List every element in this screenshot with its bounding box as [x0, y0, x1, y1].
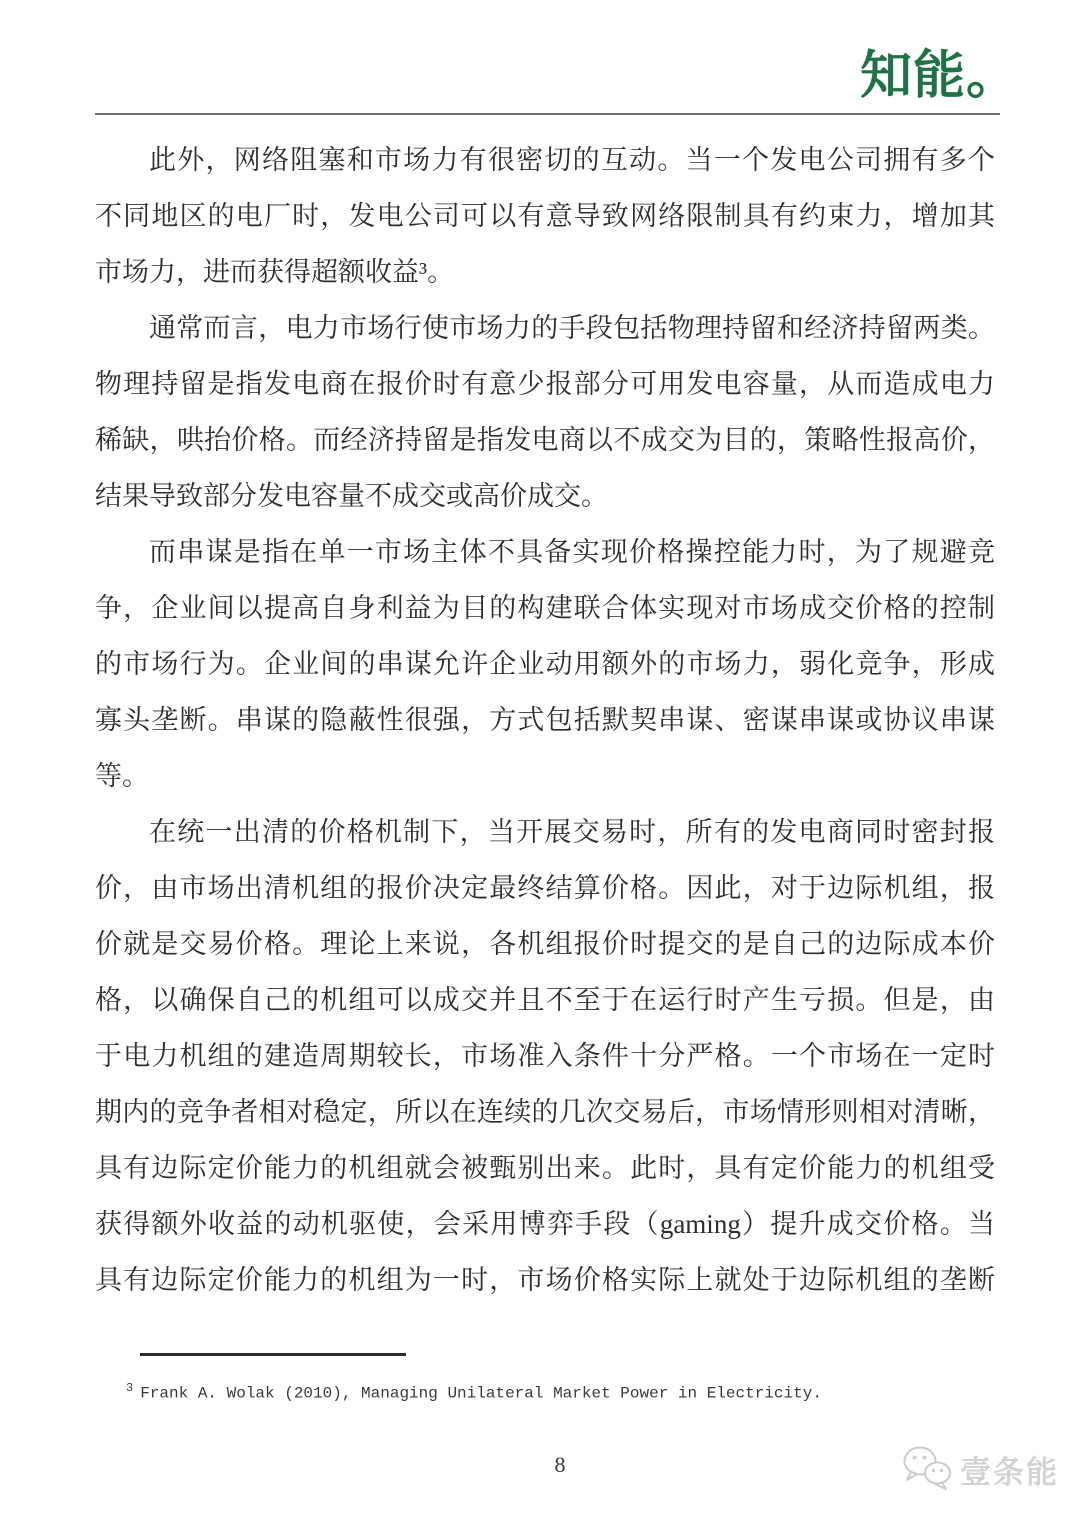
text-line: 于电力机组的建造周期较长，市场准入条件十分严格。一个市场在一定时: [95, 1041, 995, 1071]
header-divider: [95, 113, 1000, 115]
text-line: 而串谋是指在单一市场主体不具备实现价格操控能力时，为了规避竞: [149, 537, 995, 567]
watermark: [903, 1445, 1059, 1493]
text-line: 价就是交易价格。理论上来说，各机组报价时提交的是自己的边际成本价: [95, 929, 995, 959]
footnote-text: Frank A. Wolak (2010), Managing Unilateral Market Power in Electricity.: [140, 1384, 822, 1403]
wechat-chat-bubbles-icon: [903, 1445, 953, 1493]
paragraph: [95, 300, 995, 524]
paragraph: [95, 804, 995, 1308]
text-line: 此外，网络阻塞和市场力有很密切的互动。当一个发电公司拥有多个: [149, 145, 995, 175]
paragraph: [95, 524, 995, 804]
text-line: 结果导致部分发电容量不成交或高价成交。: [95, 481, 608, 511]
text-line: 在统一出清的价格机制下，当开展交易时，所有的发电商同时密封报: [149, 817, 995, 847]
footnote-divider: [140, 1353, 406, 1356]
text-line: 稀缺，哄抬价格。而经济持留是指发电商以不成交为目的，策略性报高价，: [95, 425, 995, 455]
text-line: 具有边际定价能力的机组就会被甄别出来。此时，具有定价能力的机组受: [95, 1153, 995, 1183]
text-line: 价，由市场出清机组的报价决定最终结算价格。因此，对于边际机组，报: [95, 873, 995, 903]
text-line: 寡头垄断。串谋的隐蔽性很强，方式包括默契串谋、密谋串谋或协议串谋: [95, 705, 995, 735]
page-number: 8: [554, 1452, 566, 1477]
text-line: 获得额外收益的动机驱使，会采用博弈手段（gaming）提升成交价格。当: [95, 1209, 995, 1239]
footnote: [126, 1376, 1006, 1405]
text-line: 不同地区的电厂时，发电公司可以有意导致网络限制具有约束力，增加其: [95, 201, 995, 231]
text-line: 期内的竞争者相对稳定，所以在连续的几次交易后，市场情形则相对清晰，: [95, 1097, 995, 1127]
text-line: 具有边际定价能力的机组为一时，市场价格实际上就处于边际机组的垄断: [95, 1265, 995, 1295]
text-line: 格，以确保自己的机组可以成交并且不至于在运行时产生亏损。但是，由: [95, 985, 995, 1015]
text-line: 等。: [95, 761, 149, 791]
document-body: [95, 132, 995, 1308]
paragraph: [95, 132, 995, 300]
text-line: 的市场行为。企业间的串谋允许企业动用额外的市场力，弱化竞争，形成: [95, 649, 995, 679]
watermark-text: 壹条能: [960, 1454, 1059, 1490]
footnote-marker: 3: [126, 1381, 134, 1395]
text-line: 争，企业间以提高自身利益为目的构建联合体实现对市场成交价格的控制: [95, 593, 995, 623]
brand-logo: 知能。: [860, 47, 1020, 105]
text-line: 通常而言，电力市场行使市场力的手段包括物理持留和经济持留两类。: [149, 313, 995, 343]
text-line: 物理持留是指发电商在报价时有意少报部分可用发电容量，从而造成电力: [95, 369, 995, 399]
text-line: 市场力，进而获得超额收益³。: [95, 257, 455, 287]
